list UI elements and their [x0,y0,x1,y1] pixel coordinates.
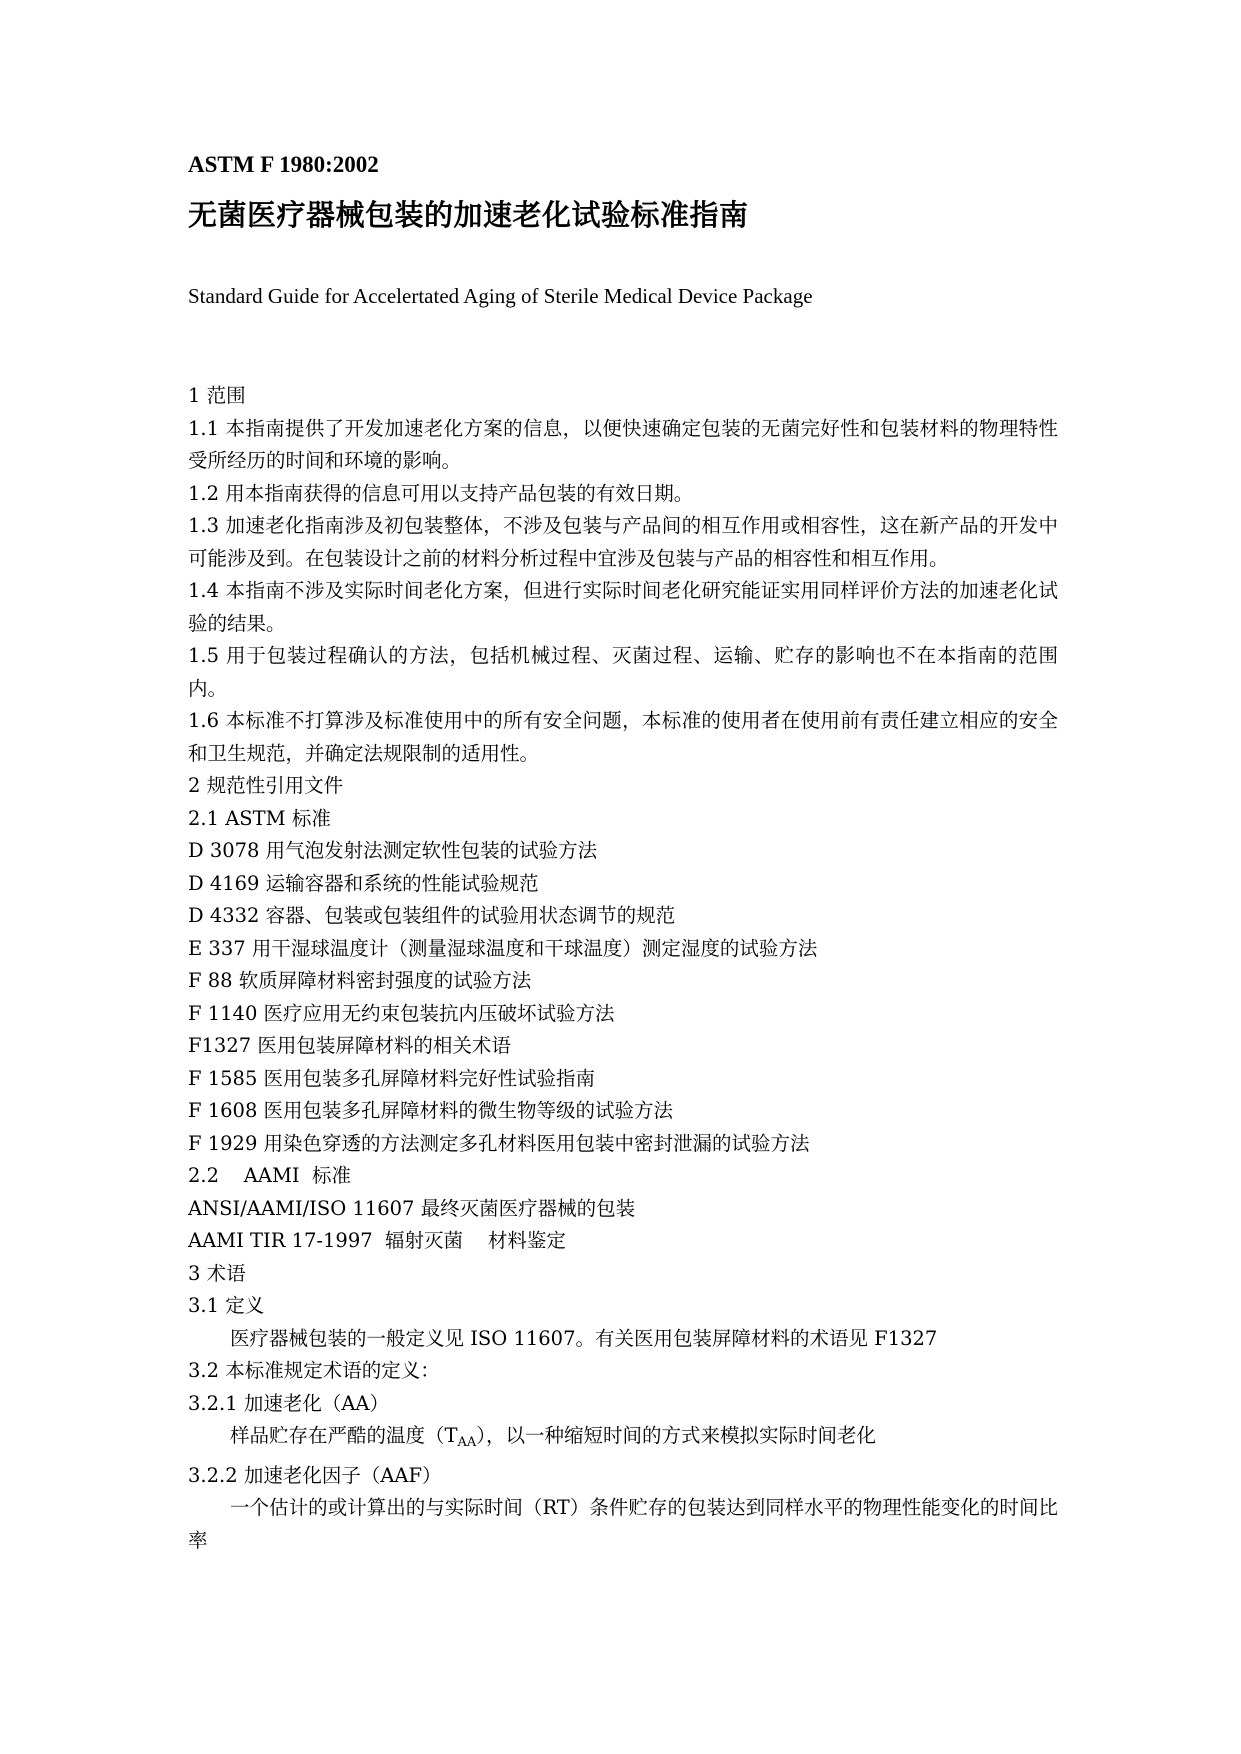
standard-code: ASTM F 1980:2002 [188,152,379,177]
reference-item: F 1585 医用包装多孔屏障材料完好性试验指南 [188,1066,596,1090]
clause-3-2: 3.2 本标准规定术语的定义： [188,1359,440,1382]
reference-item: ANSI/AAMI/ISO 11607 最终灭菌医疗器械的包装 [188,1196,636,1220]
definition-text: 样品贮存在严酷的温度（T [230,1424,458,1447]
clause-2-1: 2.1 ASTM 标准 [188,806,331,830]
reference-item: F 88 软质屏障材料密封强度的试验方法 [188,969,532,992]
reference-item: AAMI TIR 17-1997 辐射灭菌 材料鉴定 [188,1229,566,1252]
definition-text: ），以一种缩短时间的方式来模拟实际时间老化 [476,1424,877,1447]
reference-item: F 1140 医疗应用无约束包装抗内压破坏试验方法 [188,1001,615,1025]
clause-1-2: 1.2 用本指南获得的信息可用以支持产品包装的有效日期。 [188,481,694,505]
clause-3-2-2: 3.2.2 加速老化因子（AAF） [188,1463,442,1487]
clause-3-2-1-text [188,1420,1058,1460]
clause-1-1: 1.1 本指南提供了开发加速老化方案的信息，以便快速确定包装的无菌完好性和包装材料的物理特性受所经历的时间和环境的影响。 [188,416,1058,472]
document-title-en: Standard Guide for Accelertated Aging of Sterile Medical Device Package [188,284,813,308]
clause-3-2-1: 3.2.1 加速老化（AA） [188,1391,389,1415]
reference-item: D 4169 运输容器和系统的性能试验规范 [188,871,539,895]
section-3-heading: 3 术语 [188,1261,246,1285]
reference-item: D 4332 容器、包装或包装组件的试验用状态调节的规范 [188,904,676,927]
reference-item: F1327 医用包装屏障材料的相关术语 [188,1034,511,1057]
clause-3-2-2-text: 一个估计的或计算出的与实际时间（RT）条件贮存的包装达到同样水平的物理性能变化的时间比率 [188,1496,1058,1552]
clause-2-2: 2.2 AAMI 标准 [188,1164,352,1187]
clause-1-5: 1.5 用于包装过程确认的方法，包括机械过程、灭菌过程、运输、贮存的影响也不在本指南的范围内。 [188,644,1058,700]
clause-1-6: 1.6 本标准不打算涉及标准使用中的所有安全问题，本标准的使用者在使用前有责任建立相应的安全和卫生规范，并确定法规限制的适用性。 [188,709,1058,765]
reference-item: E 337 用干湿球温度计（测量湿球温度和干球温度）测定湿度的试验方法 [188,936,818,960]
subscript: AA [457,1435,477,1450]
clause-1-3: 1.3 加速老化指南涉及初包装整体，不涉及包装与产品间的相互作用或相容性，这在新产品的开发中可能涉及到。在包装设计之前的材料分析过程中宜涉及包装与产品的相容性和相互作用。 [188,514,1058,570]
clause-1-4: 1.4 本指南不涉及实际时间老化方案，但进行实际时间老化研究能证实用同样评价方法的加速老化试验的结果。 [188,579,1058,635]
section-1-heading: 1 范围 [188,384,246,407]
reference-item: F 1929 用染色穿透的方法测定多孔材料医用包装中密封泄漏的试验方法 [188,1131,810,1155]
document-body [188,380,1058,1557]
reference-item: F 1608 医用包装多孔屏障材料的微生物等级的试验方法 [188,1099,674,1122]
clause-3-1-text: 医疗器械包装的一般定义见 ISO 11607。有关医用包装屏障材料的术语见 F1327 [230,1326,938,1350]
section-2-heading: 2 规范性引用文件 [188,774,344,797]
clause-3-1: 3.1 定义 [188,1294,265,1317]
document-title-cn: 无菌医疗器械包装的加速老化试验标准指南 [188,198,749,232]
reference-item: D 3078 用气泡发射法测定软性包装的试验方法 [188,839,598,862]
